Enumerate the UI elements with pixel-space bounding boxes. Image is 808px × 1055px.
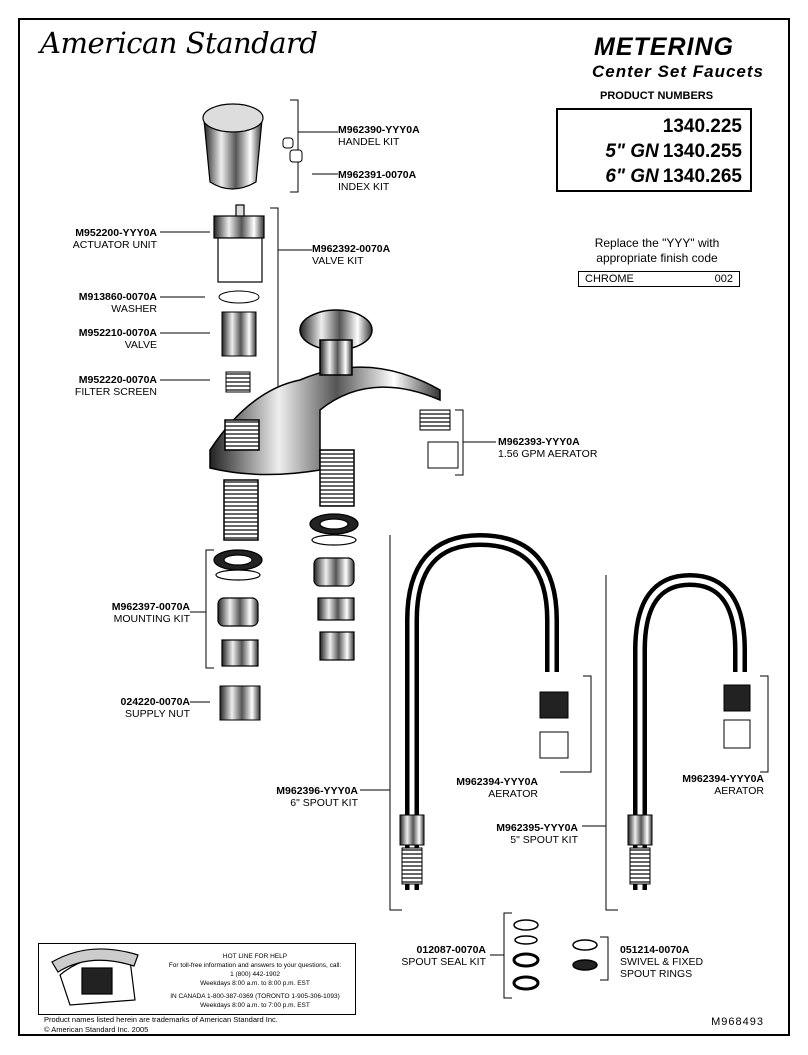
finish-code: 002 [714,273,733,285]
finish-note: Replace the "YYY" with appropriate finish code [594,236,720,265]
document-number: M968493 [711,1016,764,1028]
part-label-spout-5: M962395-YYY0A 5" SPOUT KIT [496,822,578,846]
valve-part [222,312,256,356]
part-label-actuator-unit: M952200-YYY0A ACTUATOR UNIT [72,227,157,251]
handle-part [203,104,263,189]
part-label-aerator-left: M962394-YYY0A AERATOR [456,776,538,800]
filter-screen-part [226,372,250,392]
page-title: METERING [594,33,734,61]
index-kit-part [283,138,302,162]
product-number-row: 6" GN 1340.265 [605,166,742,187]
hotline-text: HOT LINE FOR HELP For toll-free information and answers to your questions, call: 1 (800) 442-1902 Weekdays 8:00 a.m. to 8:00 p.m. EST IN CANADA 1-800-387-0369 (TORONTO 1-905-306-1093) Weekdays 8:00 a.m. to 7:00 p.m. EST [168,953,342,1009]
part-label-mounting-kit: M962397-0070A MOUNTING KIT [111,601,190,625]
hotline-box [38,943,356,1015]
bracket-valve [270,208,278,395]
product-number-row: 5" GN 1340.255 [605,141,742,162]
aerator-156-part [420,410,458,468]
part-label-swivel-rings: 051214-0070A SWIVEL & FIXED SPOUT RINGS [620,944,704,980]
product-numbers-label: PRODUCT NUMBERS [600,90,714,102]
part-label-valve: M952210-0070A VALVE [78,327,157,351]
part-label-index-kit: M962391-0070A INDEX KIT [338,169,417,193]
brand-logo: American Standard [40,26,318,60]
part-label-valve-kit: M962392-0070A VALVE KIT [312,243,391,267]
finish-name: CHROME [585,273,634,285]
supply-nut-part [220,686,260,720]
part-label-filter-screen: M952220-0070A FILTER SCREEN [74,374,157,398]
actuator-part [214,205,264,282]
page-subtitle: Center Set Faucets [592,62,764,81]
part-label-spout-seal: 012087-0070A SPOUT SEAL KIT [401,944,486,968]
part-label-aerator-156: M962393-YYY0A 1.56 GPM AERATOR [498,436,598,460]
part-label-washer: M913860-0070A WASHER [78,291,157,315]
seal-rings [514,920,597,989]
product-number-row: 1340.225 [662,116,742,137]
part-label-spout-6: M962396-YYY0A 6" SPOUT KIT [276,785,358,809]
washer-part [219,291,259,303]
trademark-notice: Product names listed herein are trademarks of American Standard Inc. © American Standard Inc. 2005 [44,1015,278,1034]
part-label-supply-nut: 024220-0070A SUPPLY NUT [120,696,190,720]
part-label-handle-kit: M962390-YYY0A HANDEL KIT [338,124,420,148]
part-label-aerator-right: M962394-YYY0A AERATOR [682,773,764,797]
